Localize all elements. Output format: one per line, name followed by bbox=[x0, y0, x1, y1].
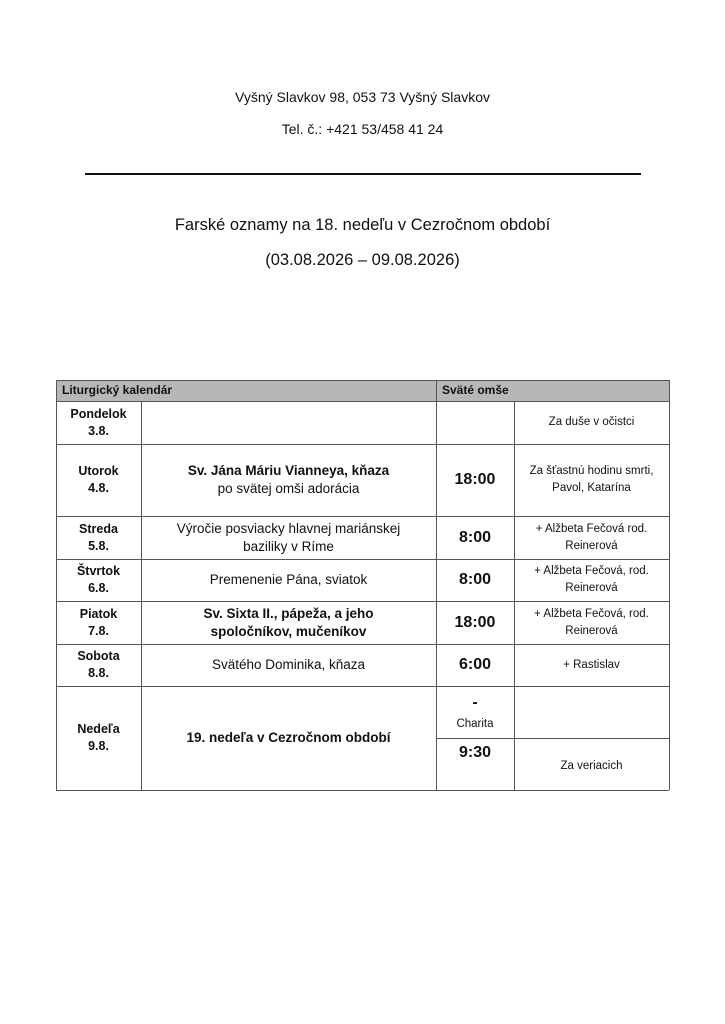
mass-intention: + Alžbeta Fečová rod. Reinerová bbox=[535, 522, 648, 552]
mass-time: - Charita bbox=[456, 694, 494, 730]
table-row-day: Pondelok 3.8. bbox=[70, 406, 127, 438]
table-row-day: Štvrtok 6.8. bbox=[76, 564, 121, 595]
mass-time: 8:00 bbox=[458, 528, 492, 546]
parish-address: Vyšný Slavkov 98, 053 73 Vyšný Slavkov bbox=[235, 89, 490, 105]
liturgical-feast: Výročie posviacky hlavnej mariánskej baziliky v Ríme bbox=[176, 520, 401, 554]
mass-intention: Za duše v očistci bbox=[548, 416, 635, 428]
mass-intention: Za veriacich bbox=[560, 759, 623, 772]
table-row-day: Nedeľa 9.8. bbox=[77, 722, 120, 753]
header-liturgical-calendar: Liturgický kalendár bbox=[62, 383, 173, 397]
mass-time: 9:30 bbox=[458, 744, 492, 761]
table-row-day: Sobota 8.8. bbox=[77, 649, 120, 680]
liturgical-feast: 19. nedeľa v Cezročnom období bbox=[186, 730, 391, 745]
mass-time: 8:00 bbox=[458, 571, 492, 588]
mass-intention: + Alžbeta Fečová, rod. Reinerová bbox=[534, 565, 649, 594]
header-holy-masses: Sväté omše bbox=[442, 383, 509, 397]
schedule-table bbox=[56, 380, 669, 790]
mass-time: 18:00 bbox=[454, 613, 496, 631]
liturgical-feast: Sv. Jána Máriu Vianneya, kňaza po svätej omši adorácia bbox=[187, 463, 390, 496]
date-range: (03.08.2026 – 09.08.2026) bbox=[265, 251, 460, 269]
mass-time: 6:00 bbox=[458, 656, 492, 673]
mass-time: 18:00 bbox=[454, 471, 496, 488]
table-row-day: Utorok 4.8. bbox=[78, 464, 119, 495]
parish-phone: Tel. č.: +421 53/458 41 24 bbox=[281, 121, 444, 137]
mass-intention: Za šťastnú hodinu smrti, Pavol, Katarína bbox=[529, 465, 654, 494]
mass-intention: + Rastislav bbox=[563, 658, 620, 671]
liturgical-feast: Sv. Sixta II., pápeža, a jeho spoločníkov, mučeníkov bbox=[203, 605, 374, 639]
table-row-day: Piatok 7.8. bbox=[79, 606, 118, 638]
mass-note: Charita bbox=[456, 718, 494, 730]
header-divider bbox=[85, 173, 641, 175]
document-title: Farské oznamy na 18. nedeľu v Cezročnom období bbox=[174, 216, 551, 234]
liturgical-feast: Svätého Dominika, kňaza bbox=[211, 657, 366, 672]
table-row-day: Streda 5.8. bbox=[79, 521, 118, 553]
mass-intention: + Alžbeta Fečová, rod. Reinerová bbox=[534, 607, 649, 637]
liturgical-feast: Premenenie Pána, sviatok bbox=[209, 572, 368, 587]
